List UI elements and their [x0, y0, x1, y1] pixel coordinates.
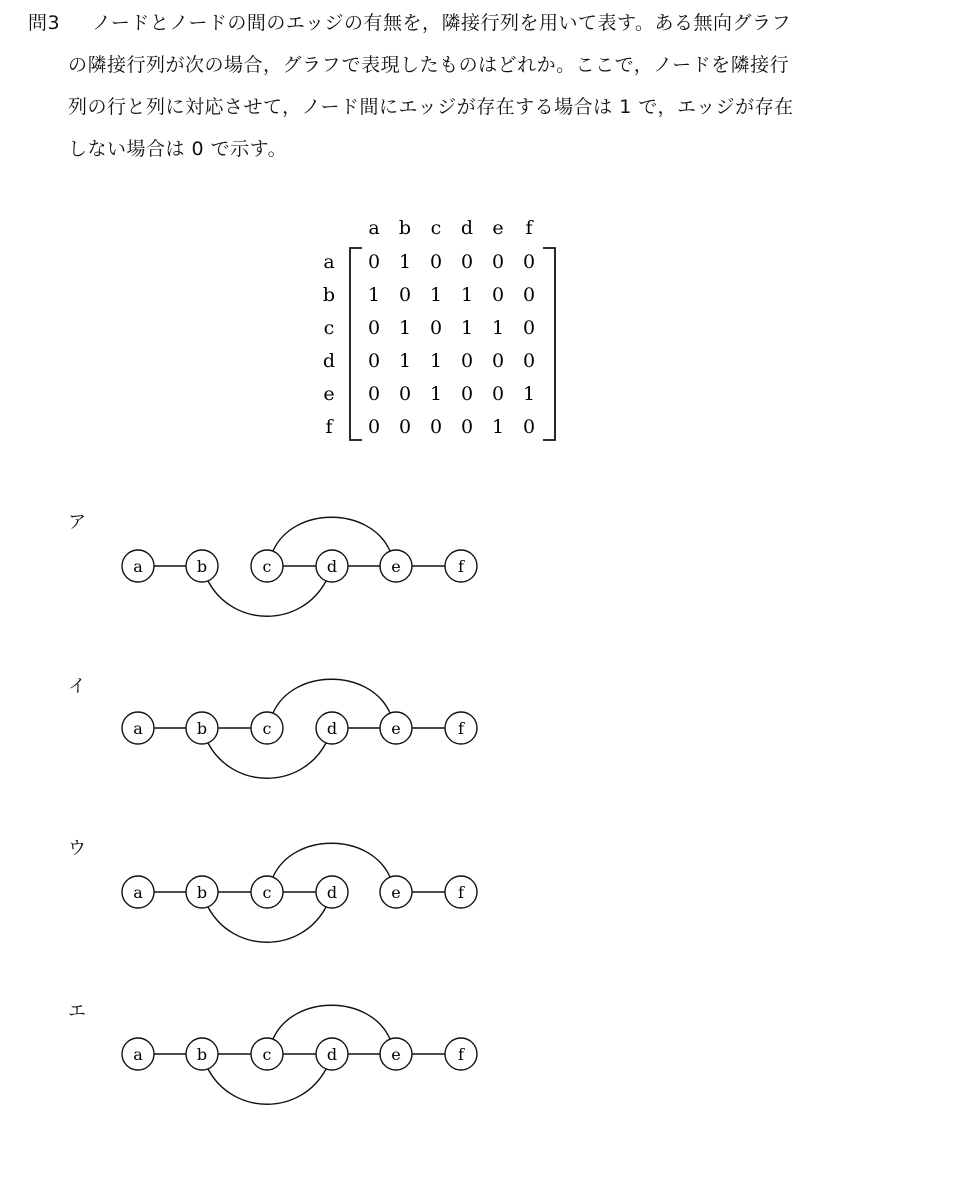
matrix-cell: 0: [398, 284, 412, 306]
question-line-4: しない場合は 0 で示す。: [68, 138, 288, 160]
matrix-col-label: e: [492, 217, 504, 239]
option-label-u: ウ: [68, 838, 86, 859]
graph-node-label: a: [133, 883, 143, 902]
graph-node-label: d: [326, 557, 338, 576]
graph-node-label: b: [196, 883, 208, 902]
matrix-cell: 1: [367, 284, 381, 306]
matrix-cell: 0: [460, 350, 474, 372]
graph-arc-lower: [208, 581, 326, 616]
matrix-cell: 0: [367, 251, 381, 273]
graph-node-label: d: [326, 719, 338, 738]
question-number: 問3: [28, 12, 61, 34]
matrix-cell: 0: [522, 416, 536, 438]
graph-arc-lower: [208, 1069, 326, 1104]
graph-option-i: [100, 672, 500, 782]
graph-node-label: c: [262, 883, 272, 902]
matrix-col-label: f: [525, 217, 533, 239]
matrix-cell: 0: [522, 284, 536, 306]
matrix-cell: 0: [522, 350, 536, 372]
matrix-cell: 0: [429, 416, 443, 438]
matrix-cell: 0: [522, 317, 536, 339]
graph-node-label: c: [262, 1045, 272, 1064]
graph-node-label: e: [391, 719, 401, 738]
graph-node-label: e: [391, 557, 401, 576]
graph-node-label: a: [133, 719, 143, 738]
matrix-cell: 0: [367, 383, 381, 405]
graph-node-label: e: [391, 883, 401, 902]
matrix-cell: 0: [367, 350, 381, 372]
graph-node-label: b: [196, 1045, 208, 1064]
graph-node-label: b: [196, 719, 208, 738]
option-label-e: エ: [68, 1001, 86, 1022]
matrix-cell: 1: [491, 416, 505, 438]
option-label-i: イ: [68, 676, 86, 697]
matrix-cell: 1: [429, 350, 443, 372]
matrix-cell: 0: [491, 383, 505, 405]
matrix-row-label: f: [325, 416, 333, 438]
graph-node-label: f: [458, 719, 464, 738]
graph-node-label: f: [458, 883, 464, 902]
question-line-2: の隣接行列が次の場合，グラフで表現したものはどれか。ここで，ノードを隣接行: [68, 54, 790, 76]
matrix-col-label: b: [398, 217, 412, 239]
matrix-cell: 1: [522, 383, 536, 405]
matrix-left-bracket: [350, 248, 362, 440]
graph-node-label: c: [262, 557, 272, 576]
matrix-row-label: b: [322, 284, 336, 306]
option-label-a: ア: [68, 512, 86, 533]
matrix-cell: 0: [460, 416, 474, 438]
graph-node-label: c: [262, 719, 272, 738]
matrix-col-label: a: [368, 217, 380, 239]
graph-node-label: d: [326, 883, 338, 902]
matrix-cell: 1: [460, 284, 474, 306]
graph-node-label: f: [458, 557, 464, 576]
matrix-cell: 1: [398, 317, 412, 339]
graph-arc-upper: [273, 1005, 390, 1039]
matrix-cell: 1: [491, 317, 505, 339]
graph-option-e: [100, 998, 500, 1108]
graph-node-label: f: [458, 1045, 464, 1064]
matrix-row-label: c: [323, 317, 335, 339]
graph-node-label: e: [391, 1045, 401, 1064]
matrix-cell: 1: [429, 284, 443, 306]
graph-arc-lower: [208, 743, 326, 778]
graph-node-label: a: [133, 557, 143, 576]
matrix-cell: 0: [491, 251, 505, 273]
matrix-row-label: a: [323, 251, 335, 273]
graph-node-label: b: [196, 557, 208, 576]
graph-option-a: [100, 510, 500, 620]
matrix-cell: 0: [491, 350, 505, 372]
matrix-col-label: d: [460, 217, 474, 239]
matrix-cell: 1: [460, 317, 474, 339]
matrix-cell: 1: [398, 251, 412, 273]
question-line-3: 列の行と列に対応させて，ノード間にエッジが存在する場合は 1 で，エッジが存在: [68, 96, 794, 118]
graph-arc-lower: [208, 907, 326, 942]
matrix-col-label: c: [430, 217, 442, 239]
matrix-cell: 0: [460, 251, 474, 273]
graph-arc-upper: [273, 679, 390, 713]
matrix-cell: 0: [522, 251, 536, 273]
graph-arc-upper: [273, 843, 390, 877]
matrix-cell: 0: [367, 416, 381, 438]
matrix-cell: 0: [429, 317, 443, 339]
question-line-1: ノードとノードの間のエッジの有無を，隣接行列を用いて表す。ある無向グラフ: [92, 12, 791, 34]
matrix-cell: 1: [398, 350, 412, 372]
matrix-right-bracket: [543, 248, 555, 440]
matrix-cell: 0: [460, 383, 474, 405]
matrix-cell: 0: [429, 251, 443, 273]
matrix-cell: 0: [398, 383, 412, 405]
graph-option-u: [100, 836, 500, 946]
graph-node-label: a: [133, 1045, 143, 1064]
matrix-cell: 0: [491, 284, 505, 306]
matrix-cell: 0: [398, 416, 412, 438]
matrix-cell: 0: [367, 317, 381, 339]
graph-node-label: d: [326, 1045, 338, 1064]
graph-arc-upper: [273, 517, 390, 551]
matrix-row-label: e: [323, 383, 335, 405]
matrix-row-label: d: [322, 350, 336, 372]
adjacency-matrix: [0, 0, 974, 460]
matrix-cell: 1: [429, 383, 443, 405]
